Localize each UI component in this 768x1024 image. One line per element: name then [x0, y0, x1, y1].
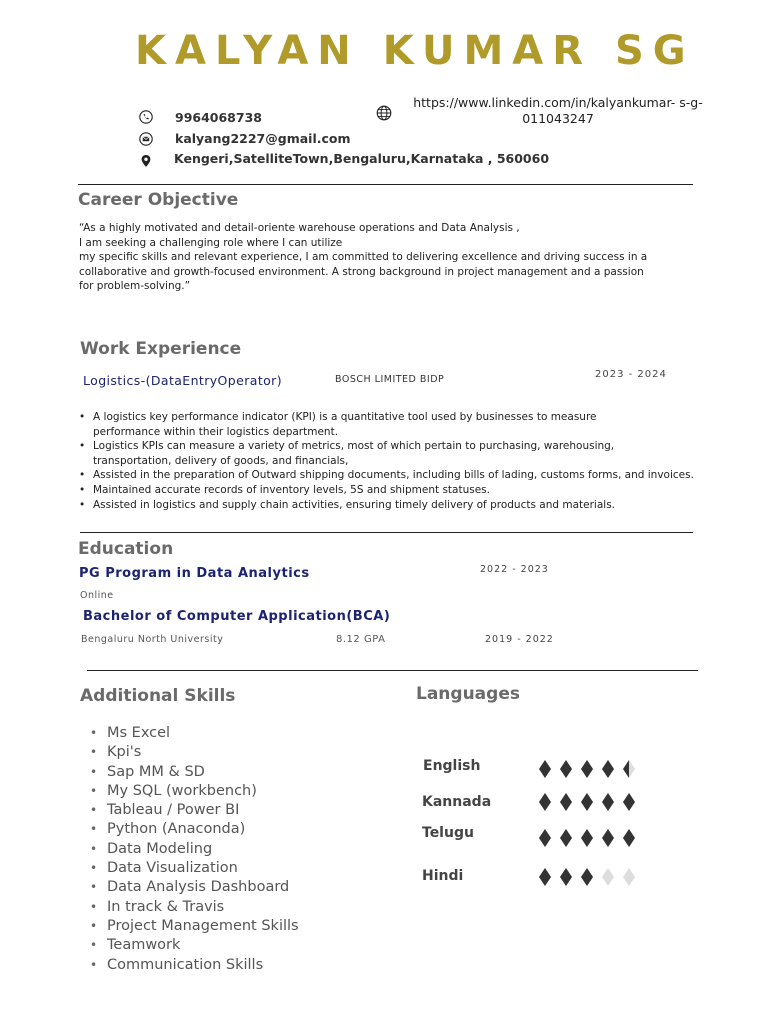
skill-item: • Data Analysis Dashboard	[90, 878, 390, 897]
header-divider	[78, 184, 693, 185]
skill-item: • Communication Skills	[90, 956, 390, 975]
career-objective-text	[79, 221, 699, 294]
language-rating	[539, 760, 635, 778]
skill-item: • Sap MM & SD	[90, 763, 390, 782]
list-item: • Assisted in logistics and supply chain activities, ensuring timely delivery of products and materials.	[79, 498, 739, 513]
degree-title: Bachelor of Computer Application(BCA)	[83, 609, 391, 624]
additional-skills-heading: Additional Skills	[80, 686, 236, 706]
rating-diamond	[560, 793, 572, 811]
work-divider	[80, 532, 693, 533]
linkedin-url-line1: https://www.linkedin.com/in/kalyankumar- s-g-	[413, 95, 703, 110]
degree-grade: 8.12 GPA	[336, 634, 386, 645]
linkedin-url[interactable]	[398, 95, 718, 127]
skills-list	[90, 724, 390, 975]
language-name: Kannada	[422, 794, 492, 810]
degree-dates: 2019 - 2022	[485, 634, 554, 645]
rating-diamond	[623, 868, 635, 886]
email-icon	[139, 132, 153, 146]
objective-line: collaborative and growth-focused environment. A strong background in project management and a passion	[79, 265, 644, 278]
globe-icon	[376, 105, 392, 121]
education-divider	[87, 670, 698, 671]
home-address: Kengeri,SatelliteTown,Bengaluru,Karnataka , 560060	[174, 151, 550, 166]
linkedin-url-line2: 011043247	[522, 111, 594, 126]
career-objective-heading: Career Objective	[78, 190, 239, 210]
phone-number: 9964068738	[175, 110, 262, 125]
rating-diamond	[581, 829, 593, 847]
rating-diamond	[560, 829, 572, 847]
location-pin-icon	[139, 154, 153, 168]
rating-diamond	[539, 760, 551, 778]
institution-name: Bengaluru North University	[81, 634, 224, 645]
skill-item: • Python (Anaconda)	[90, 820, 390, 839]
rating-diamond	[581, 793, 593, 811]
list-item: • Maintained accurate records of inventory levels, 5S and shipment statuses.	[79, 483, 739, 498]
education-heading: Education	[78, 539, 174, 559]
language-name: Telugu	[422, 825, 474, 841]
skill-item: • Data Modeling	[90, 840, 390, 859]
languages-heading: Languages	[416, 684, 520, 704]
institution-name: Online	[80, 590, 114, 601]
rating-diamond	[602, 868, 614, 886]
language-rating	[539, 829, 635, 847]
skill-item: • Ms Excel	[90, 724, 390, 743]
skill-item: • Data Visualization	[90, 859, 390, 878]
rating-diamond	[602, 760, 614, 778]
objective-line: “As a highly motivated and detail-oriente warehouse operations and Data Analysis ,	[79, 222, 520, 234]
rating-diamond	[623, 760, 635, 778]
skill-item: • Teamwork	[90, 936, 390, 955]
list-item: • Assisted in the preparation of Outward shipping documents, including bills of lading, customs forms, and invoices.	[79, 468, 739, 483]
job-title: Logistics-(DataEntryOperator)	[83, 373, 282, 388]
rating-diamond	[581, 760, 593, 778]
rating-diamond	[539, 868, 551, 886]
phone-icon	[139, 110, 153, 124]
objective-line: for problem-solving.”	[79, 280, 191, 293]
skill-item: • Tableau / Power BI	[90, 801, 390, 820]
skill-item: • My SQL (workbench)	[90, 782, 390, 801]
language-name: English	[423, 758, 481, 774]
job-dates: 2023 - 2024	[595, 369, 667, 380]
job-responsibilities	[79, 410, 739, 512]
rating-diamond	[560, 760, 572, 778]
rating-diamond	[623, 829, 635, 847]
rating-diamond	[602, 829, 614, 847]
rating-diamond	[539, 829, 551, 847]
skill-item: • Project Management Skills	[90, 917, 390, 936]
list-item: • A logistics key performance indicator (KPI) is a quantitative tool used by businesses to measure performance within their logistics department.	[79, 410, 639, 439]
language-name: Hindi	[422, 868, 464, 884]
email-address[interactable]: kalyang2227@gmail.com	[175, 131, 351, 146]
rating-diamond	[623, 793, 635, 811]
objective-line: I am seeking a challenging role where I can utilize	[79, 236, 343, 249]
rating-diamond	[560, 868, 572, 886]
language-rating	[539, 868, 635, 886]
list-item: • Logistics KPIs can measure a variety of metrics, most of which pertain to purchasing, warehousing, transportation, delivery of goods, and financials,	[79, 439, 649, 468]
objective-line: my specific skills and relevant experience, I am committed to delivering excellence and driving success in a	[79, 251, 648, 264]
degree-title: PG Program in Data Analytics	[79, 566, 310, 581]
rating-diamond	[602, 793, 614, 811]
company-name: BOSCH LIMITED BIDP	[335, 374, 445, 385]
candidate-name: KALYAN KUMAR SG	[135, 28, 695, 74]
rating-diamond	[539, 793, 551, 811]
skill-item: • In track & Travis	[90, 898, 390, 917]
skill-item: • Kpi's	[90, 743, 390, 762]
work-experience-heading: Work Experience	[80, 339, 242, 359]
language-rating	[539, 793, 635, 811]
degree-dates: 2022 - 2023	[480, 564, 549, 575]
rating-diamond	[581, 868, 593, 886]
